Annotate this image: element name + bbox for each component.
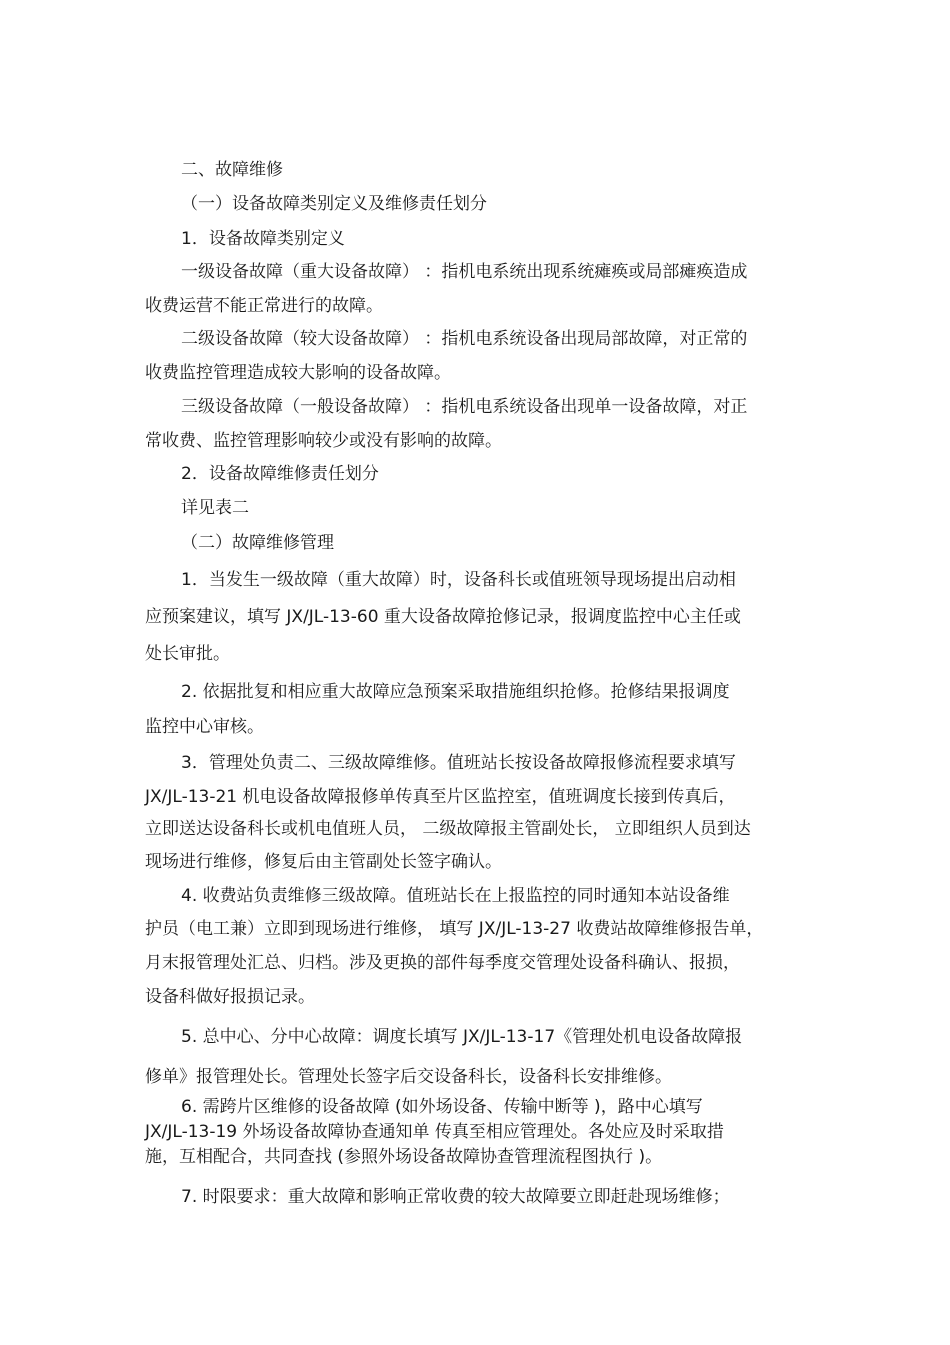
paragraph-line: 收费监控管理造成较大影响的设备故障。 (145, 363, 451, 383)
paragraph-line: JX/JL-13-19 外场设备故障协查通知单 传真至相应管理处。各处应及时采取措 (145, 1122, 724, 1142)
paragraph-line: 详见表二 (181, 498, 249, 518)
paragraph-line: 设备科做好报损记录。 (145, 987, 315, 1007)
subsection-heading: （一）设备故障类别定义及维修责任划分 (181, 194, 487, 214)
paragraph-line: 2. 依据批复和相应重大故障应急预案采取措施组织抢修。抢修结果报调度 (181, 682, 730, 702)
paragraph-line: 三级设备故障（一般设备故障） ：指机电系统设备出现单一设备故障，对正 (181, 397, 748, 417)
paragraph-line: JX/JL-13-21 机电设备故障报修单传真至片区监控室，值班调度长接到传真后， (145, 787, 736, 807)
paragraph-line: 常收费、监控管理影响较少或没有影响的故障。 (145, 431, 502, 451)
paragraph-line: 3．管理处负责二、三级故障维修。值班站长按设备故障报修流程要求填写 (181, 753, 736, 773)
paragraph-line: 4. 收费站负责维修三级故障。值班站长在上报监控的同时通知本站设备维 (181, 886, 730, 906)
item-heading: 2．设备故障维修责任划分 (181, 464, 379, 484)
paragraph-line: 收费运营不能正常进行的故障。 (145, 296, 383, 316)
paragraph-line: 处长审批。 (145, 644, 230, 664)
paragraph-line: 一级设备故障（重大设备故障） ：指机电系统出现系统瘫痪或局部瘫痪造成 (181, 262, 748, 282)
paragraph-line: 月末报管理处汇总、归档。涉及更换的部件每季度交管理处设备科确认、报损， (145, 953, 740, 973)
section-heading: 二、故障维修 (181, 160, 283, 180)
paragraph-line: 7. 时限要求：重大故障和影响正常收费的较大故障要立即赶赴现场维修； (181, 1187, 730, 1207)
paragraph-line: 护员（电工兼）立即到现场进行维修， 填写 JX/JL-13-27 收费站故障维修报告单， (145, 919, 764, 939)
paragraph-line: 5. 总中心、分中心故障：调度长填写 JX/JL-13-17《管理处机电设备故障报 (181, 1027, 743, 1047)
paragraph-line: 施，互相配合，共同查找 (参照外场设备故障协查管理流程图执行 )。 (145, 1147, 663, 1167)
paragraph-line: 现场进行维修，修复后由主管副处长签字确认。 (145, 852, 502, 872)
paragraph-line: 修单》报管理处长。管理处长签字后交设备科长，设备科长安排维修。 (145, 1067, 672, 1087)
item-heading: 1．设备故障类别定义 (181, 229, 345, 249)
paragraph-line: 应预案建议，填写 JX/JL-13-60 重大设备故障抢修记录，报调度监控中心主任或 (145, 607, 741, 627)
paragraph-line: 二级设备故障（较大设备故障） ：指机电系统设备出现局部故障，对正常的 (181, 329, 748, 349)
paragraph-line: 1．当发生一级故障（重大故障）时，设备科长或值班领导现场提出启动相 (181, 570, 736, 590)
paragraph-line: 6. 需跨片区维修的设备故障 (如外场设备、传输中断等 )，路中心填写 (181, 1097, 703, 1117)
paragraph-line: 立即送达设备科长或机电值班人员， 二级故障报主管副处长， 立即组织人员到达 (145, 819, 751, 839)
paragraph-line: 监控中心审核。 (145, 717, 264, 737)
subsection-heading: （二）故障维修管理 (181, 533, 334, 553)
